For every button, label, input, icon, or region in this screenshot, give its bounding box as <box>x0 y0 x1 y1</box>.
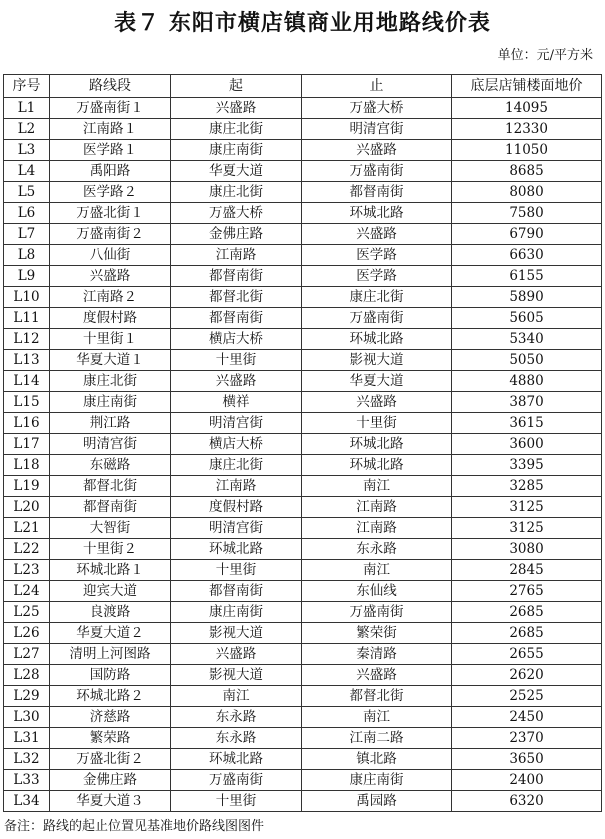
table-row <box>4 791 602 812</box>
row-index-cell: L19 <box>4 476 50 497</box>
row-index-cell: L5 <box>4 182 50 203</box>
road-section-cell: 华夏大道３ <box>50 791 171 812</box>
start-point-cell: 环城北路 <box>171 749 302 770</box>
land-price-cell: 3395 <box>452 455 602 476</box>
land-price-cell: 2765 <box>452 581 602 602</box>
land-price-cell: 5050 <box>452 350 602 371</box>
road-section-cell: 东磁路 <box>50 455 171 476</box>
row-index-cell: L32 <box>4 749 50 770</box>
header-price: 底层店铺楼面地价 <box>452 75 602 98</box>
table-row <box>4 371 602 392</box>
end-point-cell: 影视大道 <box>302 350 452 371</box>
table-row <box>4 98 602 119</box>
land-price-cell: 2685 <box>452 602 602 623</box>
row-index-cell: L25 <box>4 602 50 623</box>
start-point-cell: 横祥 <box>171 392 302 413</box>
start-point-cell: 华夏大道 <box>171 161 302 182</box>
start-point-cell: 康庄北街 <box>171 455 302 476</box>
end-point-cell: 江南二路 <box>302 728 452 749</box>
land-price-cell: 6790 <box>452 224 602 245</box>
end-point-cell: 都督南街 <box>302 182 452 203</box>
end-point-cell: 繁荣街 <box>302 623 452 644</box>
road-section-cell: 康庄北街 <box>50 371 171 392</box>
row-index-cell: L10 <box>4 287 50 308</box>
road-section-cell: 迎宾大道 <box>50 581 171 602</box>
start-point-cell: 度假村路 <box>171 497 302 518</box>
end-point-cell: 康庄北街 <box>302 287 452 308</box>
table-row <box>4 497 602 518</box>
table-row <box>4 455 602 476</box>
start-point-cell: 兴盛路 <box>171 371 302 392</box>
land-price-cell: 3125 <box>452 497 602 518</box>
land-price-cell: 3125 <box>452 518 602 539</box>
row-index-cell: L24 <box>4 581 50 602</box>
land-price-cell: 14095 <box>452 98 602 119</box>
start-point-cell: 十里街 <box>171 350 302 371</box>
start-point-cell: 明清宫街 <box>171 518 302 539</box>
road-section-cell: 华夏大道１ <box>50 350 171 371</box>
road-section-cell: 国防路 <box>50 665 171 686</box>
end-point-cell: 环城北路 <box>302 455 452 476</box>
start-point-cell: 都督南街 <box>171 266 302 287</box>
table-row <box>4 329 602 350</box>
start-point-cell: 江南路 <box>171 476 302 497</box>
road-section-cell: 明清宫街 <box>50 434 171 455</box>
table-row <box>4 119 602 140</box>
land-price-cell: 4880 <box>452 371 602 392</box>
end-point-cell: 东永路 <box>302 539 452 560</box>
end-point-cell: 万盛大桥 <box>302 98 452 119</box>
land-price-cell: 2450 <box>452 707 602 728</box>
table-row <box>4 161 602 182</box>
start-point-cell: 江南路 <box>171 245 302 266</box>
start-point-cell: 康庄北街 <box>171 119 302 140</box>
road-section-cell: 兴盛路 <box>50 266 171 287</box>
start-point-cell: 都督南街 <box>171 308 302 329</box>
land-price-cell: 6155 <box>452 266 602 287</box>
land-price-cell: 3870 <box>452 392 602 413</box>
table-row <box>4 518 602 539</box>
table-row <box>4 539 602 560</box>
land-price-cell: 2370 <box>452 728 602 749</box>
row-index-cell: L2 <box>4 119 50 140</box>
price-table <box>3 74 602 812</box>
land-price-cell: 3650 <box>452 749 602 770</box>
road-section-cell: 荆江路 <box>50 413 171 434</box>
land-price-cell: 6630 <box>452 245 602 266</box>
table-row <box>4 728 602 749</box>
road-section-cell: 八仙街 <box>50 245 171 266</box>
table-body <box>4 98 602 812</box>
end-point-cell: 医学路 <box>302 245 452 266</box>
end-point-cell: 万盛南街 <box>302 161 452 182</box>
table-row <box>4 623 602 644</box>
row-index-cell: L7 <box>4 224 50 245</box>
start-point-cell: 环城北路 <box>171 539 302 560</box>
land-price-cell: 3080 <box>452 539 602 560</box>
end-point-cell: 兴盛路 <box>302 392 452 413</box>
end-point-cell: 医学路 <box>302 266 452 287</box>
start-point-cell: 康庄北街 <box>171 182 302 203</box>
start-point-cell: 万盛南街 <box>171 770 302 791</box>
land-price-cell: 8080 <box>452 182 602 203</box>
end-point-cell: 万盛南街 <box>302 308 452 329</box>
table-row <box>4 413 602 434</box>
start-point-cell: 影视大道 <box>171 665 302 686</box>
row-index-cell: L23 <box>4 560 50 581</box>
road-section-cell: 都督南街 <box>50 497 171 518</box>
land-price-cell: 2400 <box>452 770 602 791</box>
row-index-cell: L18 <box>4 455 50 476</box>
unit-label: 单位：元/平方米 <box>497 48 593 63</box>
row-index-cell: L13 <box>4 350 50 371</box>
row-index-cell: L1 <box>4 98 50 119</box>
land-price-cell: 7580 <box>452 203 602 224</box>
start-point-cell: 兴盛路 <box>171 98 302 119</box>
row-index-cell: L11 <box>4 308 50 329</box>
end-point-cell: 明清宫街 <box>302 119 452 140</box>
end-point-cell: 都督北街 <box>302 686 452 707</box>
end-point-cell: 环城北路 <box>302 434 452 455</box>
table-row <box>4 707 602 728</box>
table-header-row <box>4 75 602 98</box>
land-price-cell: 5890 <box>452 287 602 308</box>
start-point-cell: 东永路 <box>171 728 302 749</box>
end-point-cell: 十里街 <box>302 413 452 434</box>
table-row <box>4 581 602 602</box>
header-start: 起 <box>171 75 302 98</box>
end-point-cell: 江南路 <box>302 518 452 539</box>
road-section-cell: 都督北街 <box>50 476 171 497</box>
start-point-cell: 十里街 <box>171 791 302 812</box>
table-row <box>4 686 602 707</box>
land-price-cell: 3600 <box>452 434 602 455</box>
road-section-cell: 环城北路２ <box>50 686 171 707</box>
row-index-cell: L30 <box>4 707 50 728</box>
start-point-cell: 横店大桥 <box>171 329 302 350</box>
table-row <box>4 245 602 266</box>
start-point-cell: 都督北街 <box>171 287 302 308</box>
end-point-cell: 兴盛路 <box>302 140 452 161</box>
row-index-cell: L20 <box>4 497 50 518</box>
table-row <box>4 770 602 791</box>
end-point-cell: 兴盛路 <box>302 224 452 245</box>
start-point-cell: 影视大道 <box>171 623 302 644</box>
table-row <box>4 749 602 770</box>
table-row <box>4 287 602 308</box>
row-index-cell: L34 <box>4 791 50 812</box>
header-end: 止 <box>302 75 452 98</box>
end-point-cell: 镇北路 <box>302 749 452 770</box>
start-point-cell: 东永路 <box>171 707 302 728</box>
table-row <box>4 644 602 665</box>
road-section-cell: 济慈路 <box>50 707 171 728</box>
road-section-cell: 金佛庄路 <box>50 770 171 791</box>
road-section-cell: 万盛南街１ <box>50 98 171 119</box>
table-row <box>4 140 602 161</box>
start-point-cell: 康庄南街 <box>171 140 302 161</box>
start-point-cell: 万盛大桥 <box>171 203 302 224</box>
row-index-cell: L17 <box>4 434 50 455</box>
start-point-cell: 十里街 <box>171 560 302 581</box>
table-row <box>4 182 602 203</box>
table-row <box>4 203 602 224</box>
land-price-cell: 8685 <box>452 161 602 182</box>
start-point-cell: 南江 <box>171 686 302 707</box>
row-index-cell: L27 <box>4 644 50 665</box>
road-section-cell: 万盛北街１ <box>50 203 171 224</box>
end-point-cell: 万盛南街 <box>302 602 452 623</box>
table-row <box>4 224 602 245</box>
road-section-cell: 良渡路 <box>50 602 171 623</box>
table-row <box>4 434 602 455</box>
table-row <box>4 308 602 329</box>
end-point-cell: 华夏大道 <box>302 371 452 392</box>
land-price-cell: 2525 <box>452 686 602 707</box>
end-point-cell: 江南路 <box>302 497 452 518</box>
road-section-cell: 繁荣路 <box>50 728 171 749</box>
row-index-cell: L6 <box>4 203 50 224</box>
start-point-cell: 金佛庄路 <box>171 224 302 245</box>
land-price-cell: 2655 <box>452 644 602 665</box>
start-point-cell: 横店大桥 <box>171 434 302 455</box>
row-index-cell: L12 <box>4 329 50 350</box>
row-index-cell: L3 <box>4 140 50 161</box>
end-point-cell: 南江 <box>302 707 452 728</box>
header-index: 序号 <box>4 75 50 98</box>
row-index-cell: L21 <box>4 518 50 539</box>
table-row <box>4 560 602 581</box>
row-index-cell: L4 <box>4 161 50 182</box>
road-section-cell: 禹阳路 <box>50 161 171 182</box>
road-section-cell: 医学路１ <box>50 140 171 161</box>
row-index-cell: L33 <box>4 770 50 791</box>
table-title: 表７ 东阳市横店镇商业用地路线价表 <box>114 11 491 36</box>
header-road-section: 路线段 <box>50 75 171 98</box>
row-index-cell: L16 <box>4 413 50 434</box>
table-row <box>4 665 602 686</box>
start-point-cell: 都督南街 <box>171 581 302 602</box>
row-index-cell: L26 <box>4 623 50 644</box>
row-index-cell: L28 <box>4 665 50 686</box>
end-point-cell: 环城北路 <box>302 203 452 224</box>
row-index-cell: L15 <box>4 392 50 413</box>
row-index-cell: L8 <box>4 245 50 266</box>
end-point-cell: 环城北路 <box>302 329 452 350</box>
road-section-cell: 清明上河图路 <box>50 644 171 665</box>
table-row <box>4 476 602 497</box>
land-price-cell: 5340 <box>452 329 602 350</box>
end-point-cell: 兴盛路 <box>302 665 452 686</box>
land-price-cell: 2620 <box>452 665 602 686</box>
table-row <box>4 350 602 371</box>
land-price-cell: 6320 <box>452 791 602 812</box>
end-point-cell: 禹园路 <box>302 791 452 812</box>
road-section-cell: 江南路２ <box>50 287 171 308</box>
end-point-cell: 康庄南街 <box>302 770 452 791</box>
start-point-cell: 明清宫街 <box>171 413 302 434</box>
row-index-cell: L9 <box>4 266 50 287</box>
road-section-cell: 万盛北街２ <box>50 749 171 770</box>
land-price-cell: 5605 <box>452 308 602 329</box>
row-index-cell: L31 <box>4 728 50 749</box>
road-section-cell: 万盛南街２ <box>50 224 171 245</box>
road-section-cell: 环城北路１ <box>50 560 171 581</box>
end-point-cell: 南江 <box>302 560 452 581</box>
land-price-cell: 3285 <box>452 476 602 497</box>
end-point-cell: 东仙线 <box>302 581 452 602</box>
land-price-cell: 2845 <box>452 560 602 581</box>
end-point-cell: 秦清路 <box>302 644 452 665</box>
start-point-cell: 康庄南街 <box>171 602 302 623</box>
end-point-cell: 南江 <box>302 476 452 497</box>
row-index-cell: L29 <box>4 686 50 707</box>
road-section-cell: 十里街２ <box>50 539 171 560</box>
row-index-cell: L14 <box>4 371 50 392</box>
land-price-cell: 3615 <box>452 413 602 434</box>
row-index-cell: L22 <box>4 539 50 560</box>
table-row <box>4 602 602 623</box>
start-point-cell: 兴盛路 <box>171 644 302 665</box>
land-price-cell: 2685 <box>452 623 602 644</box>
road-section-cell: 康庄南街 <box>50 392 171 413</box>
road-section-cell: 江南路１ <box>50 119 171 140</box>
road-section-cell: 十里街１ <box>50 329 171 350</box>
table-row <box>4 266 602 287</box>
road-section-cell: 大智街 <box>50 518 171 539</box>
road-section-cell: 华夏大道２ <box>50 623 171 644</box>
road-section-cell: 度假村路 <box>50 308 171 329</box>
table-row <box>4 392 602 413</box>
road-section-cell: 医学路２ <box>50 182 171 203</box>
footnote: 备注：路线的起止位置见基准地价路线图图件 <box>4 819 265 834</box>
land-price-cell: 11050 <box>452 140 602 161</box>
land-price-cell: 12330 <box>452 119 602 140</box>
